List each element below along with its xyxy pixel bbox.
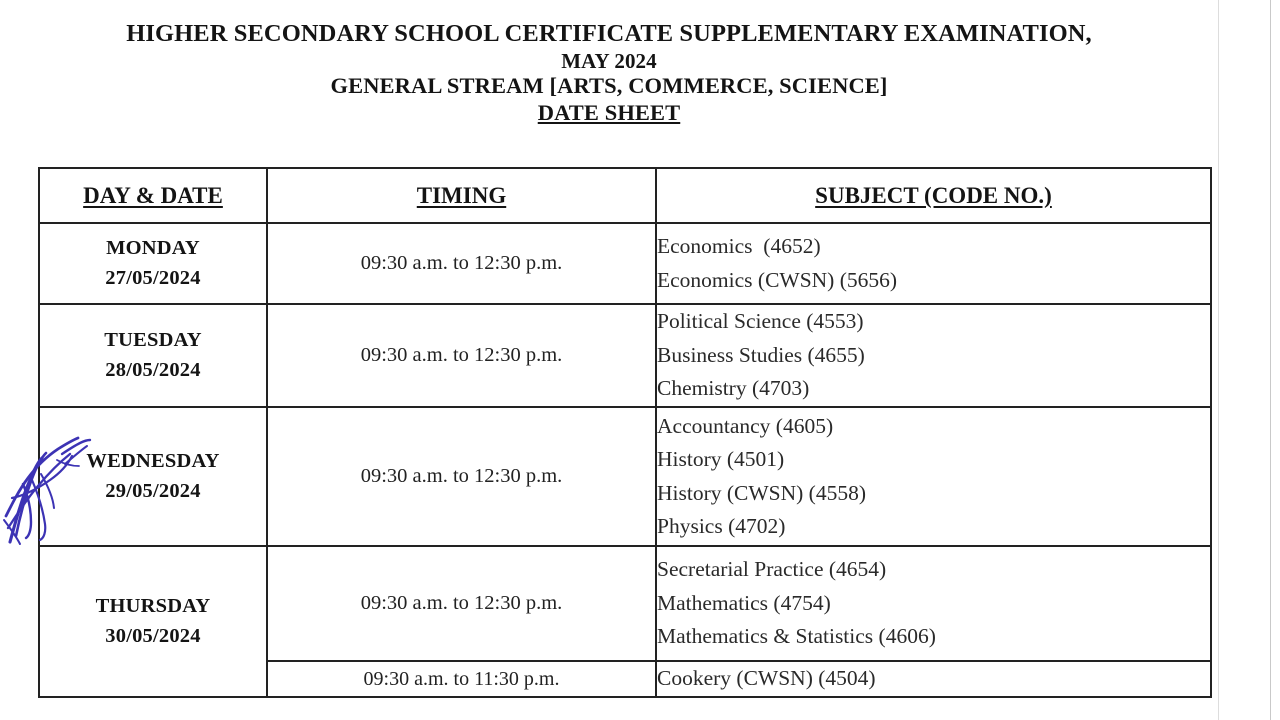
day-date-cell	[39, 223, 267, 304]
column-header-timing: TIMING	[267, 168, 656, 223]
subject-entry: History (CWSN) (4558)	[657, 480, 867, 505]
day-name: TUESDAY	[104, 329, 202, 352]
subject-cell	[656, 546, 1211, 661]
timing-cell: 09:30 a.m. to 12:30 p.m.	[267, 546, 656, 661]
table-header-row	[39, 168, 1211, 223]
column-header-day-date: DAY & DATE	[39, 168, 267, 223]
day-date: 27/05/2024	[105, 266, 201, 289]
subject-entry: Accountancy (4605)	[657, 413, 834, 438]
day-date: 28/05/2024	[105, 358, 201, 381]
day-name: WEDNESDAY	[86, 450, 220, 473]
subject-entry: Secretarial Practice (4654)	[657, 557, 887, 582]
document-header	[0, 20, 1218, 126]
day-date-cell	[39, 304, 267, 407]
day-date: 30/05/2024	[105, 624, 201, 647]
subject-cell	[656, 304, 1211, 407]
header-title-line-4: DATE SHEET	[537, 99, 681, 125]
header-title-line-1: HIGHER SECONDARY SCHOOL CERTIFICATE SUPPLEMENTARY EXAMINATION,	[126, 20, 1092, 47]
timing-cell: 09:30 a.m. to 11:30 p.m.	[267, 661, 656, 697]
table-row	[39, 223, 1211, 304]
day-date: 29/05/2024	[105, 479, 201, 502]
table-row	[39, 546, 1211, 661]
subject-entry: Mathematics & Statistics (4606)	[657, 624, 936, 649]
subject-cell	[656, 223, 1211, 304]
subject-cell	[656, 661, 1211, 697]
page-edge-line	[1270, 0, 1271, 720]
day-name: THURSDAY	[95, 595, 211, 618]
subject-entry: Physics (4702)	[657, 513, 786, 538]
timing-cell: 09:30 a.m. to 12:30 p.m.	[267, 223, 656, 304]
subject-entry: Chemistry (4703)	[657, 376, 810, 401]
subject-entry: Mathematics (4754)	[657, 590, 831, 615]
header-title-line-2: MAY 2024	[561, 48, 657, 73]
subject-entry: Economics (4652)	[657, 234, 821, 259]
header-title-line-3: GENERAL STREAM [ARTS, COMMERCE, SCIENCE]	[330, 73, 888, 99]
subject-entry: History (4501)	[657, 447, 785, 472]
subject-entry: Political Science (4553)	[657, 309, 864, 334]
subject-cell	[656, 407, 1211, 546]
table-row	[39, 304, 1211, 407]
date-sheet-table	[38, 167, 1212, 698]
timing-cell: 09:30 a.m. to 12:30 p.m.	[267, 407, 656, 546]
subject-entry: Cookery (CWSN) (4504)	[657, 666, 876, 691]
table-row	[39, 407, 1211, 546]
page-inner-edge-line	[1218, 0, 1219, 720]
subject-entry: Economics (CWSN) (5656)	[657, 267, 898, 292]
day-date-cell	[39, 407, 267, 546]
day-date-cell	[39, 546, 267, 697]
day-name: MONDAY	[106, 237, 200, 260]
column-header-subject: SUBJECT (CODE NO.)	[656, 168, 1211, 223]
subject-entry: Business Studies (4655)	[657, 342, 865, 367]
timing-cell: 09:30 a.m. to 12:30 p.m.	[267, 304, 656, 407]
